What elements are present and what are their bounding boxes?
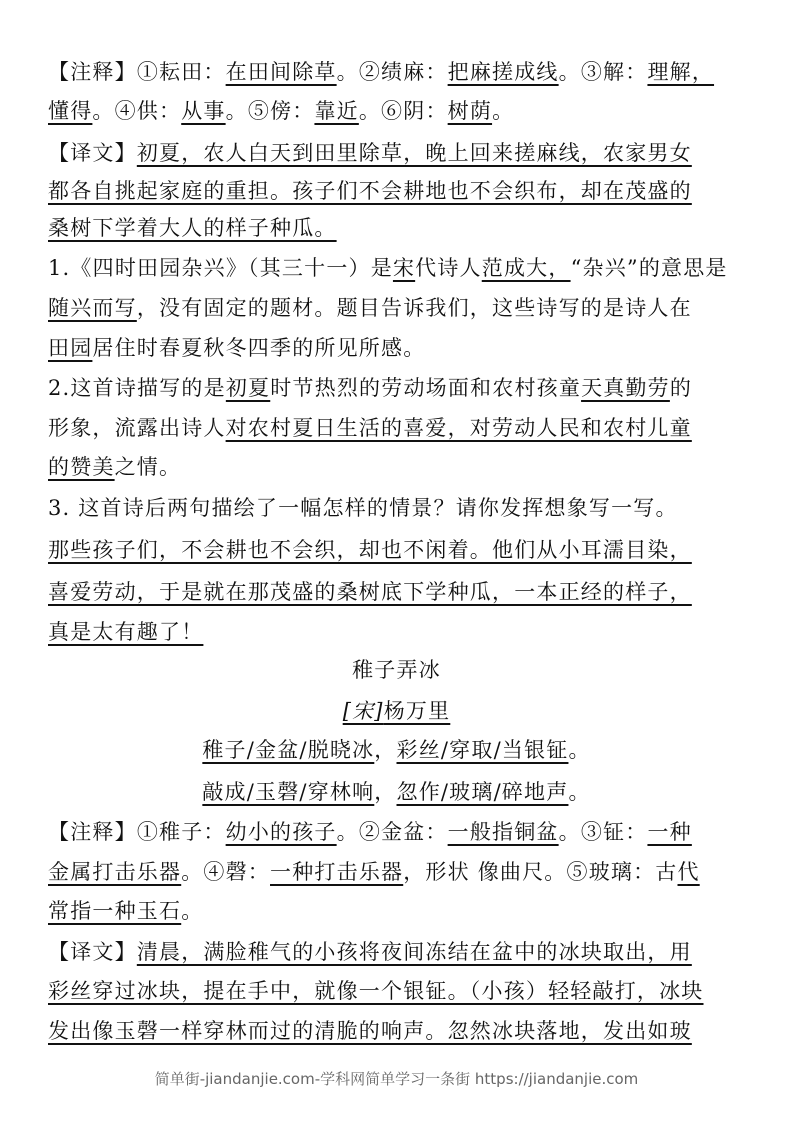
- q-answer: 范成大，: [481, 256, 571, 280]
- note-term: 。④磬：: [181, 860, 271, 884]
- note-term: 。②绩麻：: [336, 60, 448, 84]
- q-answer: 天真勤劳: [581, 376, 670, 400]
- note-answer: 从事: [181, 99, 226, 123]
- poem2-translation-line-1: [48, 934, 748, 970]
- verse-text: 稚子/金盆/脱晓冰: [202, 738, 375, 762]
- q3-answer-line-3: [48, 614, 748, 650]
- notes-label: 【注释】: [48, 60, 137, 84]
- note-term: 。③钲：: [558, 820, 648, 844]
- translation-text: 彩丝穿过冰块，提在手中，就像一个银钲。（小孩）轻轻敲打，冰块: [48, 979, 704, 1003]
- footer-watermark: 简单街-jiandanjie.com-学科网简单学习一条街 https://jiandanjie.com: [154, 1070, 639, 1088]
- note-term: 。⑥阴：: [358, 99, 448, 123]
- q-answer: 初夏: [225, 376, 271, 400]
- poem2-byline: [0, 693, 793, 729]
- q3-answer-line-2: [48, 574, 748, 610]
- poem1-translation-line-2: [48, 173, 748, 209]
- poem1-translation-line-1: [48, 135, 748, 171]
- verse-text: 敲成/玉磬/穿林响: [202, 780, 375, 804]
- q1-line-3: [48, 330, 748, 366]
- q-answer: 对农村夏日生活的喜爱，对劳动人民和农村儿童: [225, 416, 692, 440]
- q-answer: 真是太有趣了！: [48, 620, 204, 644]
- note-term: 。④供：: [92, 99, 182, 123]
- poem2-verse-line-1: [0, 732, 793, 768]
- q-answer: 喜爱劳动，于是就在那茂盛的桑树底下学种瓜，一本正经的样子，: [48, 580, 692, 604]
- poem2-notes-line-2: [48, 854, 748, 890]
- poem1-notes-line-1: [48, 54, 748, 90]
- note-term: ①稚子：: [136, 820, 226, 844]
- translation-label: 【译文】: [48, 940, 137, 964]
- q-answer: 的赞美: [48, 455, 115, 479]
- q-text: 之情。: [114, 455, 182, 479]
- note-answer: 一般指铜盆: [447, 820, 559, 844]
- poem2-translation-line-3: [48, 1013, 748, 1049]
- note-term: 。②金盆：: [336, 820, 448, 844]
- note-answer: 幼小的孩子: [225, 820, 337, 844]
- verse-punct: 。: [568, 780, 591, 804]
- note-answer: 理解，: [647, 60, 715, 84]
- poem1-notes-line-2: [48, 93, 748, 129]
- note-term: ，形状 像曲尺。⑤玻璃：古: [403, 860, 678, 884]
- q-answer: 田园: [48, 336, 93, 360]
- note-answer: 靠近: [314, 99, 359, 123]
- note-answer: 一种打击乐器: [270, 860, 404, 884]
- q-answer: 宋: [392, 256, 416, 280]
- translation-text: 桑树下学着大人的样子种瓜。: [48, 216, 337, 240]
- note-answer: 金属打击乐器: [48, 860, 182, 884]
- note-term: 。⑤傍：: [225, 99, 315, 123]
- q3-answer-line-1: [48, 532, 748, 568]
- note-term: 。: [181, 899, 204, 923]
- poem1-translation-line-3: [48, 210, 748, 246]
- q-text: 3. 这首诗后两句描绘了一幅怎样的情景？请你发挥想象写一写。: [48, 496, 678, 520]
- note-answer: 把麻搓成线: [447, 60, 559, 84]
- note-answer: 代: [677, 860, 700, 884]
- q-text: “杂兴”的意思是: [570, 256, 728, 280]
- q1-line-2: [48, 290, 748, 326]
- q-text: 的: [669, 376, 693, 400]
- translation-text: 发出像玉磬一样穿林而过的清脆的响声。忽然冰块落地，发出如玻: [48, 1019, 692, 1043]
- note-term: 。: [492, 99, 515, 123]
- note-answer: 树荫: [447, 99, 493, 123]
- q2-line-1: [48, 370, 748, 406]
- verse-punct: 。: [568, 738, 591, 762]
- translation-text: 都各自挑起家庭的重担。孩子们不会耕地也不会织布，却在茂盛的: [48, 179, 692, 203]
- q-text: 居住时春夏秋冬四季的所见所感。: [92, 336, 426, 360]
- translation-text: 初夏，农人白天到田里除草，晚上回来搓麻线，农家男女: [136, 141, 692, 165]
- poem2-notes-line-3: [48, 893, 748, 929]
- q-text: 1.《四时田园杂兴》（其三十一）是: [48, 256, 393, 280]
- poem2-title: 稚子弄冰: [352, 658, 441, 682]
- note-answer: 在田间除草: [225, 60, 337, 84]
- q-text: 形象，流露出诗人: [48, 416, 226, 440]
- q-answer: 那些孩子们，不会耕也不会织，却也不闲着。他们从小耳濡目染，: [48, 538, 692, 562]
- verse-punct: ，: [374, 780, 397, 804]
- q2-line-2: [48, 410, 748, 446]
- q-text: 2.这首诗描写的是: [48, 376, 226, 400]
- poem2-translation-line-2: [48, 973, 748, 1009]
- note-answer: 懂得: [48, 99, 93, 123]
- q-text: ，没有固定的题材。题目告诉我们，这些诗写的是诗人在: [136, 296, 692, 320]
- note-answer: 一种: [647, 820, 692, 844]
- verse-punct: ，: [374, 738, 397, 762]
- q1-line-1: [48, 250, 748, 286]
- translation-text: 清晨，满脸稚气的小孩将夜间冻结在盆中的冰块取出，用: [136, 940, 692, 964]
- poem2-verse-line-2: [0, 774, 793, 810]
- note-term: 。③解：: [558, 60, 648, 84]
- q-text: 代诗人: [415, 256, 482, 280]
- q-answer: 随兴而写: [48, 296, 137, 320]
- poem2-notes-line-1: [48, 814, 748, 850]
- verse-text: 彩丝/穿取/当银钲: [396, 738, 569, 762]
- poem2-author: 杨万里: [383, 699, 451, 723]
- poem2-dynasty: [宋]: [342, 699, 384, 723]
- q2-line-3: [48, 449, 748, 485]
- notes-label: 【注释】: [48, 820, 137, 844]
- note-answer: 常指一种玉石: [48, 899, 182, 923]
- note-term: ①耘田：: [136, 60, 226, 84]
- q3-question: [48, 490, 748, 526]
- verse-text: 忽作/玻璃/碎地声: [396, 780, 569, 804]
- q-text: 时节热烈的劳动场面和农村孩童: [270, 376, 582, 400]
- translation-label: 【译文】: [48, 141, 137, 165]
